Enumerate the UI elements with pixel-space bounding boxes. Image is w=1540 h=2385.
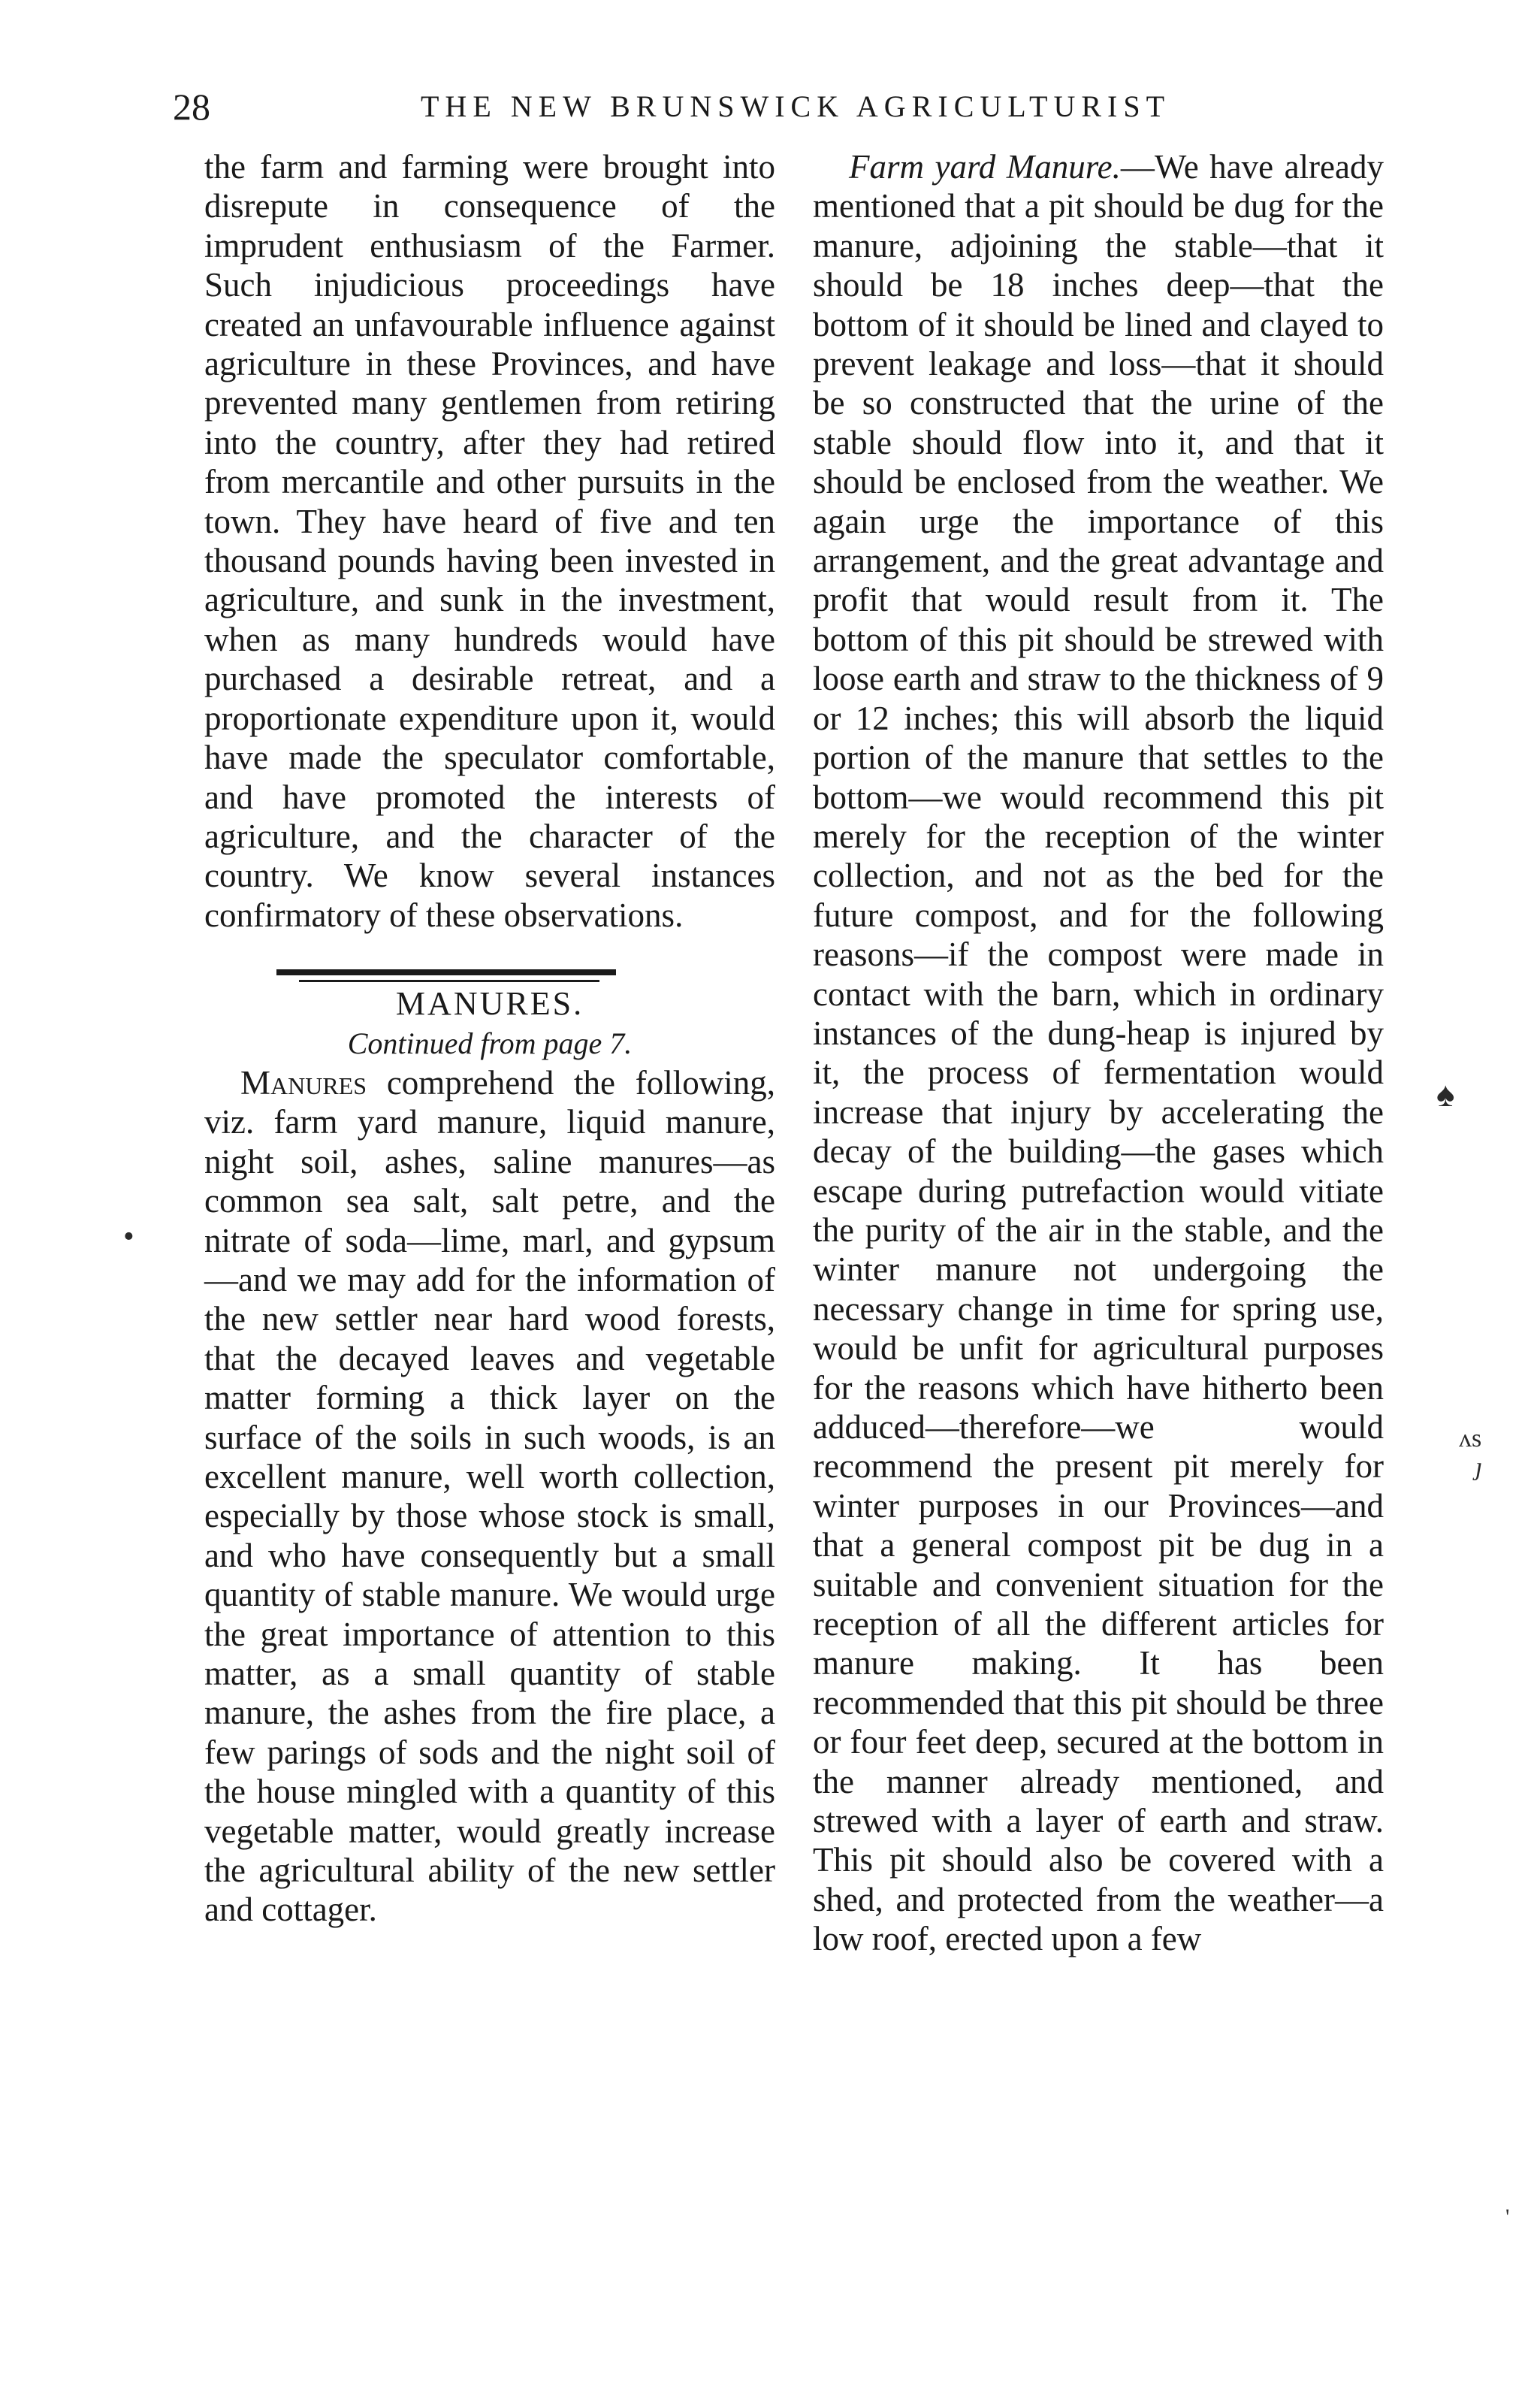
margin-mark-as: ʌs (1459, 1425, 1482, 1452)
right-column (813, 147, 1384, 1959)
farm-yard-manure-paragraph (813, 147, 1384, 1959)
page-number: 28 (173, 86, 210, 128)
continued-note: Continued from page 7. (347, 1026, 633, 1060)
margin-mark-tick: ' (1505, 2205, 1510, 2229)
divider-thick-rule (276, 969, 616, 975)
margin-mark-dot: • (123, 1220, 134, 1254)
manures-body-text: comprehend the following, viz. farm yard manure, liquid manure, night soil, ashes, saline manures—as common sea salt, salt petre, and the nitrate of soda—lime, marl, and gypsum—and we may add for the information of the new settler near hard wood forests, that the decayed leaves and vegetable matter forming a thick layer on the surface of the soils in such woods, is an excellent manure, well worth collection, especially by those whose stock is small, and who have consequently but a small quantity of stable manure. We would urge the great importance of attention to this matter, as a small quantity of stable manure, the ashes from the fire place, a few parings of sods and the night soil of the house mingled with a quantity of this vegetable matter, would greatly increase the agricultural ability of the new settler and cottager. (204, 1063, 775, 1929)
left-column (204, 147, 775, 1930)
section-divider (276, 969, 616, 984)
divider-thin-rule (299, 980, 599, 982)
farm-yard-manure-title: Farm yard Manure. (849, 148, 1121, 186)
running-head (173, 84, 1405, 129)
margin-mark-j: ȷ (1475, 1453, 1483, 1481)
manures-paragraph (204, 1063, 775, 1930)
manures-first-word: Manures (240, 1063, 367, 1102)
farm-yard-manure-body: —We have already mentioned that a pit should be dug for the manure, adjoining the stable—that it should be 18 inches deep—that the bottom of it should be lined and clayed to prevent leakage and loss—that it should be so constructed that the urine of the stable should flow into it, and that it should be enclosed from the weather. We again urge the importance of this arrangement, and the great advantage and profit that would result from it. The bottom of this pit should be strewed with loose earth and straw to the thickness of 9 or 12 inches; this will absorb the liquid portion of the manure that settles to the bottom—we would recommend this pit merely for the reception of the winter collection, and not as the bed for the future compost, and for the following reasons—if the compost were made in contact with the barn, which in ordinary instances of the dung-heap is injured by it, the process of fermentation would increase that injury by accelerating the decay of the building—the gases which escape during putrefaction would vitiate the purity of the air in the stable, and the winter manure not undergoing the necessary change in time for spring use, would be unfit for agricultural purposes for the reasons which have hitherto been adduced—therefore—we would recommend the present pit merely for winter purposes in our Provinces—and that a general compost pit be dug in a suitable and convenient situation for the reception of all the different articles for manure making. It has been recommended that this pit should be three or four feet deep, secured at the bottom in the manner already mentioned, and strewed with a layer of earth and straw. This pit should also be covered with a shed, and protected from the weather—a low roof, erected upon a few (813, 148, 1384, 1958)
running-title: THE NEW BRUNSWICK AGRICULTURIST (421, 89, 1171, 123)
section-heading: MANURES. (395, 985, 584, 1023)
left-paragraph-continuation: the farm and farming were brought into disrepute in consequence of the imprudent enthusiasm of the Farmer. Such injudicious proceedings have created an unfavourable influence against agriculture in these Provinces, and have prevented many gentlemen from retiring into the country, after they had retired from mercantile and other pursuits in the town. They have heard of five and ten thousand pounds having been invested in agriculture, and sunk in the investment, when as many hundreds would have purchased a desirable retreat, and a proportionate expenditure upon it, would have made the speculator comfortable, and have promoted the interests of agriculture, and the character of the country. We know several instances confirmatory of these observations. (204, 148, 775, 934)
margin-mark-ornament: ♠ (1436, 1075, 1455, 1114)
